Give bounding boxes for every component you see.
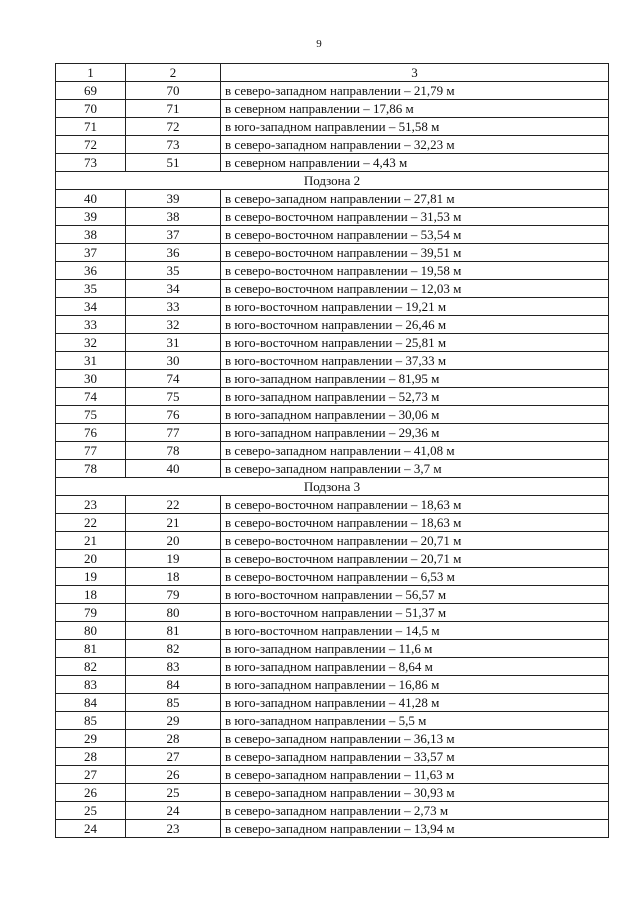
subzone-row bbox=[56, 172, 609, 190]
point-from-cell: 30 bbox=[56, 370, 126, 388]
point-from-cell: 20 bbox=[56, 550, 126, 568]
direction-distance-cell: в северо-восточном направлении – 6,53 м bbox=[221, 568, 609, 586]
direction-distance-cell: в юго-западном направлении – 29,36 м bbox=[221, 424, 609, 442]
point-to-cell: 25 bbox=[126, 784, 221, 802]
point-from-cell: 39 bbox=[56, 208, 126, 226]
table-row bbox=[56, 694, 609, 712]
table-row bbox=[56, 550, 609, 568]
table-row bbox=[56, 424, 609, 442]
direction-distance-cell: в северном направлении – 17,86 м bbox=[221, 100, 609, 118]
direction-distance-cell: в северо-восточном направлении – 53,54 м bbox=[221, 226, 609, 244]
point-from-cell: 69 bbox=[56, 82, 126, 100]
point-from-cell: 78 bbox=[56, 460, 126, 478]
direction-distance-cell: в северо-восточном направлении – 39,51 м bbox=[221, 244, 609, 262]
point-to-cell: 32 bbox=[126, 316, 221, 334]
direction-distance-cell: в юго-западном направлении – 8,64 м bbox=[221, 658, 609, 676]
point-to-cell: 73 bbox=[126, 136, 221, 154]
point-from-cell: 70 bbox=[56, 100, 126, 118]
table-row bbox=[56, 496, 609, 514]
direction-distance-cell: в юго-западном направлении – 11,6 м bbox=[221, 640, 609, 658]
table-row bbox=[56, 190, 609, 208]
point-to-cell: 78 bbox=[126, 442, 221, 460]
point-to-cell: 30 bbox=[126, 352, 221, 370]
point-to-cell: 82 bbox=[126, 640, 221, 658]
header-cell-2: 2 bbox=[126, 64, 221, 82]
point-to-cell: 71 bbox=[126, 100, 221, 118]
point-from-cell: 80 bbox=[56, 622, 126, 640]
direction-distance-cell: в северо-западном направлении – 32,23 м bbox=[221, 136, 609, 154]
point-to-cell: 79 bbox=[126, 586, 221, 604]
point-to-cell: 24 bbox=[126, 802, 221, 820]
direction-distance-cell: в северо-западном направлении – 11,63 м bbox=[221, 766, 609, 784]
table-row bbox=[56, 532, 609, 550]
point-from-cell: 19 bbox=[56, 568, 126, 586]
point-to-cell: 21 bbox=[126, 514, 221, 532]
point-to-cell: 76 bbox=[126, 406, 221, 424]
table-row bbox=[56, 658, 609, 676]
table-row bbox=[56, 460, 609, 478]
point-to-cell: 22 bbox=[126, 496, 221, 514]
direction-distance-cell: в юго-восточном направлении – 25,81 м bbox=[221, 334, 609, 352]
direction-distance-cell: в северо-западном направлении – 13,94 м bbox=[221, 820, 609, 838]
table-row bbox=[56, 802, 609, 820]
point-to-cell: 27 bbox=[126, 748, 221, 766]
table-row bbox=[56, 262, 609, 280]
table-row bbox=[56, 604, 609, 622]
table-row bbox=[56, 712, 609, 730]
point-to-cell: 75 bbox=[126, 388, 221, 406]
point-from-cell: 33 bbox=[56, 316, 126, 334]
point-to-cell: 51 bbox=[126, 154, 221, 172]
table-row bbox=[56, 118, 609, 136]
direction-distance-cell: в северо-западном направлении – 36,13 м bbox=[221, 730, 609, 748]
table-row bbox=[56, 406, 609, 424]
table-row bbox=[56, 316, 609, 334]
direction-distance-cell: в юго-восточном направлении – 14,5 м bbox=[221, 622, 609, 640]
table-body bbox=[56, 64, 609, 838]
point-to-cell: 18 bbox=[126, 568, 221, 586]
table-row bbox=[56, 586, 609, 604]
table-row bbox=[56, 100, 609, 118]
point-from-cell: 81 bbox=[56, 640, 126, 658]
direction-distance-cell: в юго-восточном направлении – 26,46 м bbox=[221, 316, 609, 334]
point-from-cell: 28 bbox=[56, 748, 126, 766]
point-from-cell: 31 bbox=[56, 352, 126, 370]
point-to-cell: 85 bbox=[126, 694, 221, 712]
table-row bbox=[56, 748, 609, 766]
point-from-cell: 85 bbox=[56, 712, 126, 730]
direction-distance-cell: в юго-западном направлении – 81,95 м bbox=[221, 370, 609, 388]
point-from-cell: 79 bbox=[56, 604, 126, 622]
direction-distance-cell: в северо-восточном направлении – 31,53 м bbox=[221, 208, 609, 226]
table-row bbox=[56, 676, 609, 694]
header-row bbox=[56, 64, 609, 82]
table-row bbox=[56, 298, 609, 316]
point-to-cell: 77 bbox=[126, 424, 221, 442]
point-from-cell: 27 bbox=[56, 766, 126, 784]
point-to-cell: 19 bbox=[126, 550, 221, 568]
direction-distance-cell: в северо-западном направлении – 21,79 м bbox=[221, 82, 609, 100]
direction-distance-cell: в северо-восточном направлении – 12,03 м bbox=[221, 280, 609, 298]
table-row bbox=[56, 136, 609, 154]
point-from-cell: 38 bbox=[56, 226, 126, 244]
table-row bbox=[56, 766, 609, 784]
point-to-cell: 33 bbox=[126, 298, 221, 316]
point-from-cell: 23 bbox=[56, 496, 126, 514]
table-row bbox=[56, 784, 609, 802]
direction-distance-cell: в северо-западном направлении – 27,81 м bbox=[221, 190, 609, 208]
point-to-cell: 80 bbox=[126, 604, 221, 622]
table-row bbox=[56, 154, 609, 172]
point-from-cell: 83 bbox=[56, 676, 126, 694]
point-to-cell: 39 bbox=[126, 190, 221, 208]
point-to-cell: 84 bbox=[126, 676, 221, 694]
direction-distance-cell: в юго-западном направлении – 41,28 м bbox=[221, 694, 609, 712]
point-from-cell: 34 bbox=[56, 298, 126, 316]
point-to-cell: 20 bbox=[126, 532, 221, 550]
point-from-cell: 40 bbox=[56, 190, 126, 208]
direction-distance-cell: в юго-восточном направлении – 56,57 м bbox=[221, 586, 609, 604]
table-row bbox=[56, 514, 609, 532]
point-from-cell: 37 bbox=[56, 244, 126, 262]
direction-distance-cell: в юго-восточном направлении – 51,37 м bbox=[221, 604, 609, 622]
table-row bbox=[56, 208, 609, 226]
direction-distance-cell: в северо-западном направлении – 33,57 м bbox=[221, 748, 609, 766]
point-to-cell: 34 bbox=[126, 280, 221, 298]
table-row bbox=[56, 280, 609, 298]
point-to-cell: 40 bbox=[126, 460, 221, 478]
table-row bbox=[56, 226, 609, 244]
point-from-cell: 77 bbox=[56, 442, 126, 460]
point-from-cell: 75 bbox=[56, 406, 126, 424]
table-row bbox=[56, 730, 609, 748]
point-from-cell: 36 bbox=[56, 262, 126, 280]
point-from-cell: 84 bbox=[56, 694, 126, 712]
direction-distance-cell: в северном направлении – 4,43 м bbox=[221, 154, 609, 172]
direction-distance-cell: в юго-восточном направлении – 19,21 м bbox=[221, 298, 609, 316]
point-from-cell: 35 bbox=[56, 280, 126, 298]
point-from-cell: 76 bbox=[56, 424, 126, 442]
point-from-cell: 72 bbox=[56, 136, 126, 154]
direction-distance-cell: в юго-западном направлении – 30,06 м bbox=[221, 406, 609, 424]
point-to-cell: 81 bbox=[126, 622, 221, 640]
subzone-title: Подзона 3 bbox=[56, 478, 609, 496]
point-from-cell: 71 bbox=[56, 118, 126, 136]
table-row bbox=[56, 820, 609, 838]
point-from-cell: 73 bbox=[56, 154, 126, 172]
table-row bbox=[56, 334, 609, 352]
direction-distance-cell: в северо-восточном направлении – 20,71 м bbox=[221, 550, 609, 568]
point-from-cell: 82 bbox=[56, 658, 126, 676]
point-to-cell: 29 bbox=[126, 712, 221, 730]
direction-distance-cell: в северо-восточном направлении – 18,63 м bbox=[221, 514, 609, 532]
point-to-cell: 70 bbox=[126, 82, 221, 100]
subzone-title: Подзона 2 bbox=[56, 172, 609, 190]
direction-distance-cell: в юго-западном направлении – 16,86 м bbox=[221, 676, 609, 694]
table-row bbox=[56, 352, 609, 370]
direction-distance-cell: в северо-восточном направлении – 20,71 м bbox=[221, 532, 609, 550]
direction-distance-cell: в северо-западном направлении – 41,08 м bbox=[221, 442, 609, 460]
point-from-cell: 74 bbox=[56, 388, 126, 406]
table-row bbox=[56, 442, 609, 460]
direction-distance-cell: в юго-западном направлении – 52,73 м bbox=[221, 388, 609, 406]
direction-distance-cell: в юго-западном направлении – 51,58 м bbox=[221, 118, 609, 136]
point-from-cell: 21 bbox=[56, 532, 126, 550]
point-to-cell: 23 bbox=[126, 820, 221, 838]
header-cell-1: 1 bbox=[56, 64, 126, 82]
table-row bbox=[56, 244, 609, 262]
direction-distance-cell: в северо-западном направлении – 2,73 м bbox=[221, 802, 609, 820]
point-to-cell: 28 bbox=[126, 730, 221, 748]
point-from-cell: 29 bbox=[56, 730, 126, 748]
point-to-cell: 36 bbox=[126, 244, 221, 262]
direction-distance-cell: в юго-восточном направлении – 37,33 м bbox=[221, 352, 609, 370]
boundary-table bbox=[55, 63, 609, 838]
table-row bbox=[56, 82, 609, 100]
point-from-cell: 32 bbox=[56, 334, 126, 352]
point-to-cell: 72 bbox=[126, 118, 221, 136]
point-to-cell: 26 bbox=[126, 766, 221, 784]
point-to-cell: 31 bbox=[126, 334, 221, 352]
table-row bbox=[56, 622, 609, 640]
direction-distance-cell: в северо-западном направлении – 3,7 м bbox=[221, 460, 609, 478]
direction-distance-cell: в юго-западном направлении – 5,5 м bbox=[221, 712, 609, 730]
table-row bbox=[56, 640, 609, 658]
point-to-cell: 74 bbox=[126, 370, 221, 388]
point-to-cell: 83 bbox=[126, 658, 221, 676]
direction-distance-cell: в северо-восточном направлении – 18,63 м bbox=[221, 496, 609, 514]
point-from-cell: 18 bbox=[56, 586, 126, 604]
direction-distance-cell: в северо-восточном направлении – 19,58 м bbox=[221, 262, 609, 280]
point-from-cell: 24 bbox=[56, 820, 126, 838]
table-row bbox=[56, 568, 609, 586]
direction-distance-cell: в северо-западном направлении – 30,93 м bbox=[221, 784, 609, 802]
point-to-cell: 38 bbox=[126, 208, 221, 226]
subzone-row bbox=[56, 478, 609, 496]
table-row bbox=[56, 370, 609, 388]
point-to-cell: 37 bbox=[126, 226, 221, 244]
point-from-cell: 26 bbox=[56, 784, 126, 802]
header-cell-3: 3 bbox=[221, 64, 609, 82]
point-from-cell: 25 bbox=[56, 802, 126, 820]
table-row bbox=[56, 388, 609, 406]
page-number: 9 bbox=[316, 38, 322, 50]
point-to-cell: 35 bbox=[126, 262, 221, 280]
point-from-cell: 22 bbox=[56, 514, 126, 532]
